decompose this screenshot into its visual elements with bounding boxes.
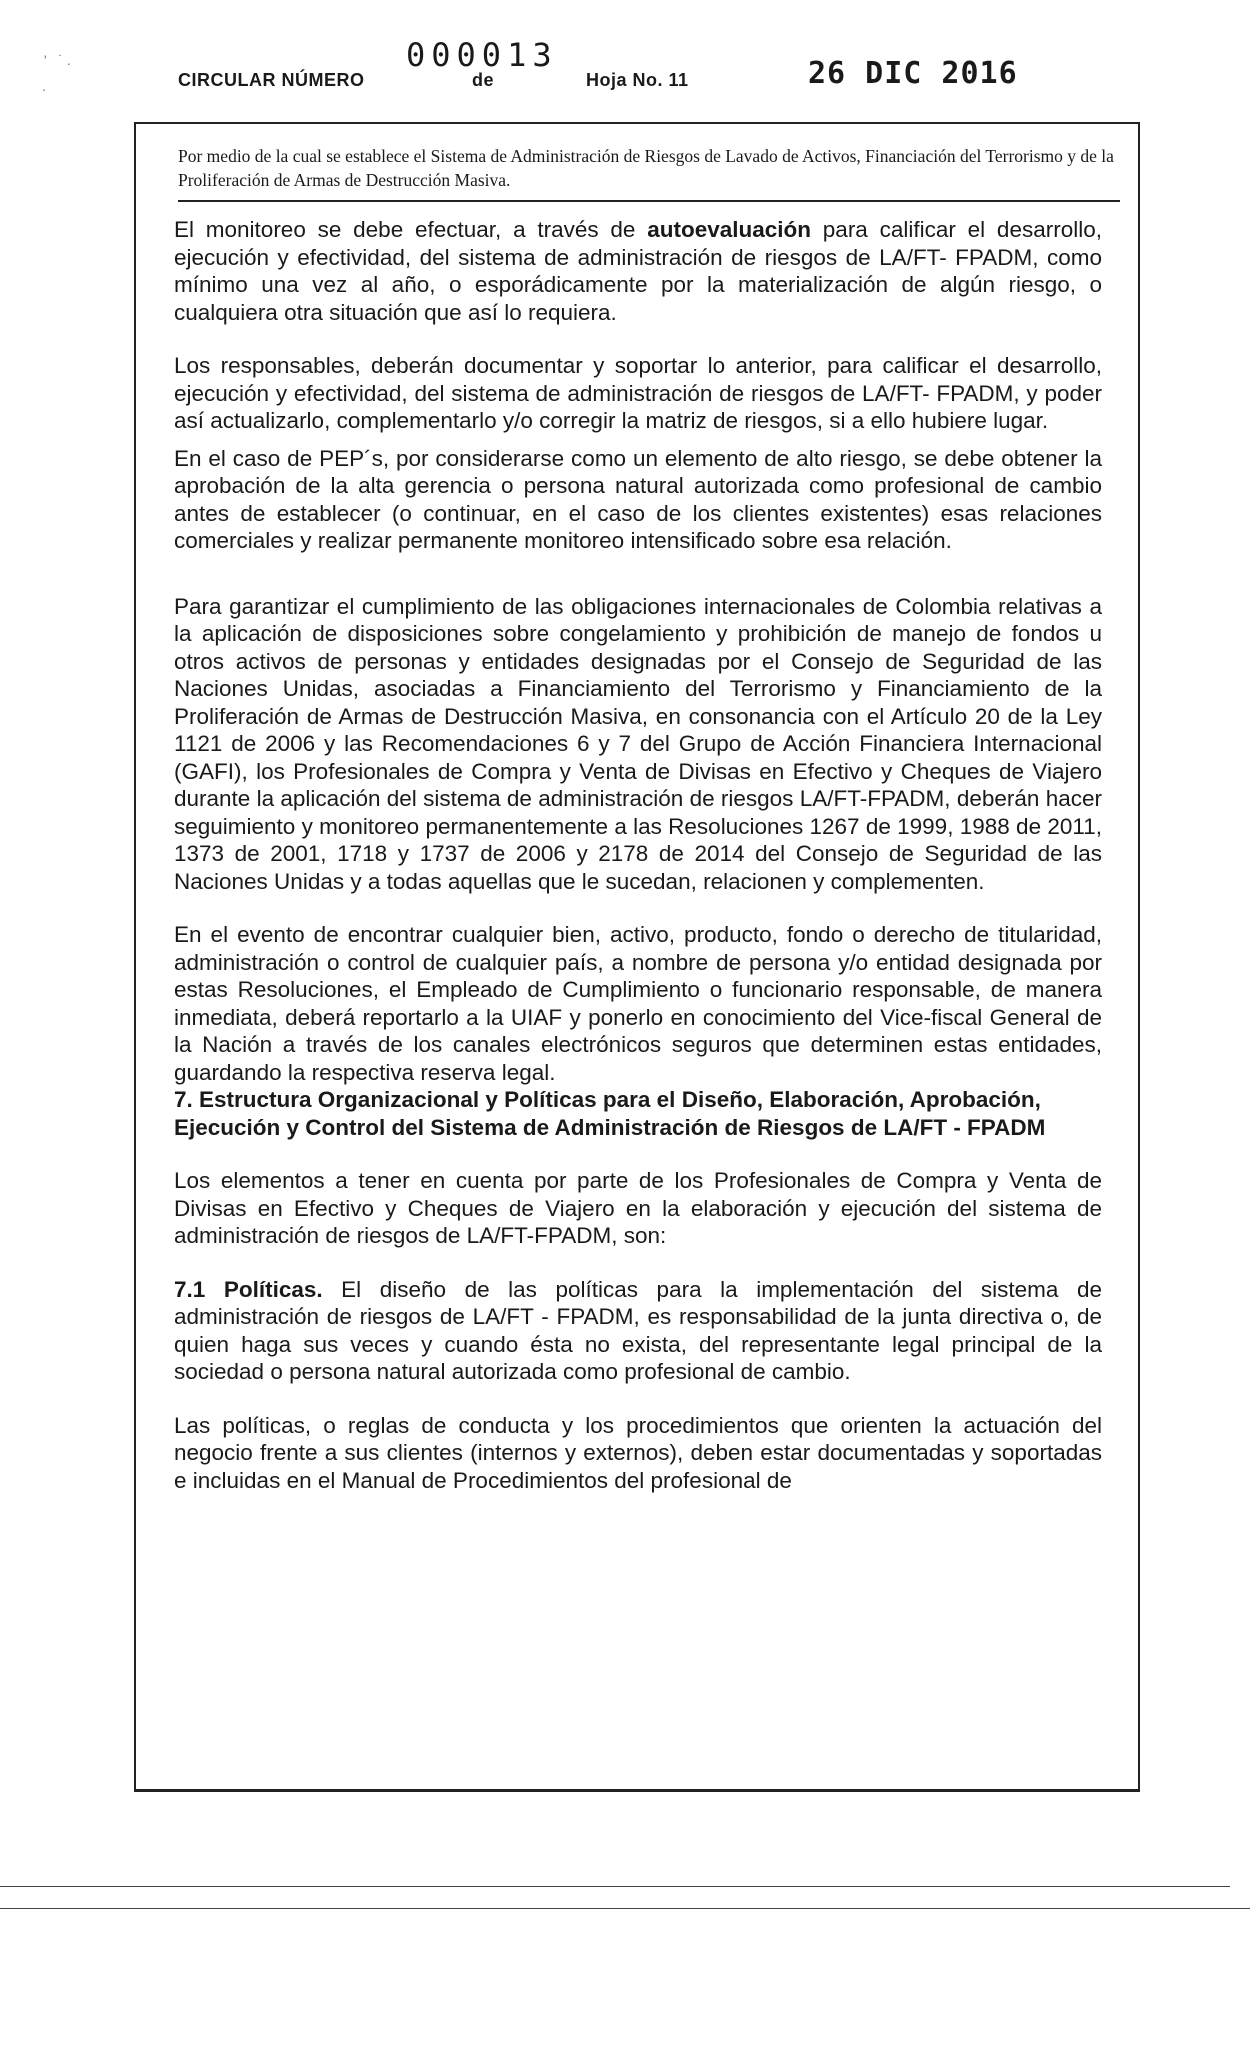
paragraph-responsables: Los responsables, deberán documentar y soportar lo anterior, para calificar el desarrollo, ejecución y efectividad, del sistema de administración de riesgos de LA/FT- FPADM, y poder así actualizarlo, complementarlo y/o corregir la matriz de riesgos, si a ello hubiere lugar. (174, 353, 1102, 433)
circular-label: CIRCULAR NÚMERO (178, 70, 365, 90)
footer-rule (0, 1908, 1250, 1909)
paragraph-evento: En el evento de encontrar cualquier bien, activo, producto, fondo o derecho de titularidad, administración o control de cualquier país, a nombre de persona y/o entidad designada por estas Resoluciones, el Empleado de Cumplimiento o funcionario responsable, de manera inmediata, deberá reportarlo a la UIAF y ponerlo en conocimiento del Vice-fiscal General de la Nación a través de los canales electrónicos seguros que determinen estas entidades, guardando la respectiva reserva legal. (174, 922, 1102, 1085)
paragraph-peps: En el caso de PEP´s, por considerarse como un elemento de alto riesgo, se debe obtener la aprobación de la alta gerencia o persona natural autorizada como profesional de cambio antes de establecer (o continuar, en el caso de los clientes existentes) esas relaciones comerciales y realizar permanente monitoreo intensificado sobre esa relación. (174, 445, 1102, 553)
circular-number: 000013 (406, 36, 558, 74)
footer-rule (0, 1886, 1230, 1887)
scan-mark: . (42, 78, 46, 94)
section-heading-7: 7. Estructura Organizacional y Políticas para el Diseño, Elaboración, Aprobación, Ejecución y Control del Sistema de Administración de Riesgos de LA/FT - FPADM (174, 1087, 1046, 1140)
circular-de: de (472, 70, 495, 90)
paragraph-monitoreo: El monitoreo se debe efectuar, a través de autoevaluación para calificar el desarrollo, ejecución y efectividad, del sistema de administración de riesgos de LA/FT- FPADM, como mínimo una vez al año, o esporádicamente por la materialización de algún riesgo, o cualquiera otra situación que así lo requiera. (174, 217, 1102, 325)
paragraph-elementos: Los elementos a tener en cuenta por parte de los Profesionales de Compra y Venta de Divisas en Efectivo y Cheques de Viajero en la elaboración y ejecución del sistema de administración de riesgos de LA/FT-FPADM, son: (174, 1168, 1102, 1248)
paragraph-reglas: Las políticas, o reglas de conducta y los procedimientos que orienten la actuación del negocio frente a sus clientes (internos y externos), deben estar documentadas y soportadas e incluidas en el Manual de Procedimientos del profesional de (174, 1412, 1102, 1493)
page-number: Hoja No. 11 (586, 70, 689, 90)
document-caption: Por medio de la cual se establece el Sistema de Administración de Riesgos de Lavado de Activos, Financiación del Terrorismo y de la Proliferación de Armas de Destrucción Masiva. (178, 144, 1120, 202)
document-body (174, 216, 1102, 1494)
content-frame (134, 122, 1140, 1792)
scan-mark: ' ˙ . (44, 52, 71, 68)
paragraph-obligaciones: Para garantizar el cumplimiento de las obligaciones internacionales de Colombia relativas a la aplicación de disposiciones sobre congelamiento y prohibición de manejo de fondos u otros activos de personas y entidades designadas por el Consejo de Seguridad de las Naciones Unidas, asociadas a Financiamiento del Terrorismo y Financiamiento de la Proliferación de Armas de Destrucción Masiva, en consonancia con el Artículo 20 de la Ley 1121 de 2006 y las Recomendaciones 6 y 7 del Grupo de Acción Financiera Internacional (GAFI), los Profesionales de Compra y Venta de Divisas en Efectivo y Cheques de Viajero durante la aplicación del sistema de administración de riesgos LA/FT-FPADM, deberán hacer seguimiento y monitoreo permanentemente a las Resoluciones 1267 de 1999, 1988 de 2011, 1373 de 2001, 1718 y 1737 de 2006 y 2178 de 2014 del Consejo de Seguridad de las Naciones Unidas y a todas aquellas que le sucedan, relacionen y complementen. (174, 593, 1102, 894)
paragraph-politicas: 7.1 Políticas. El diseño de las políticas para la implementación del sistema de administración de riesgos de LA/FT - FPADM, es responsabilidad de la junta directiva o, de quien haga sus veces y cuando ésta no exista, del representante legal principal de la sociedad o persona natural autorizada como profesional de cambio. (174, 1276, 1102, 1384)
circular-date: 26 DIC 2016 (808, 56, 1018, 91)
